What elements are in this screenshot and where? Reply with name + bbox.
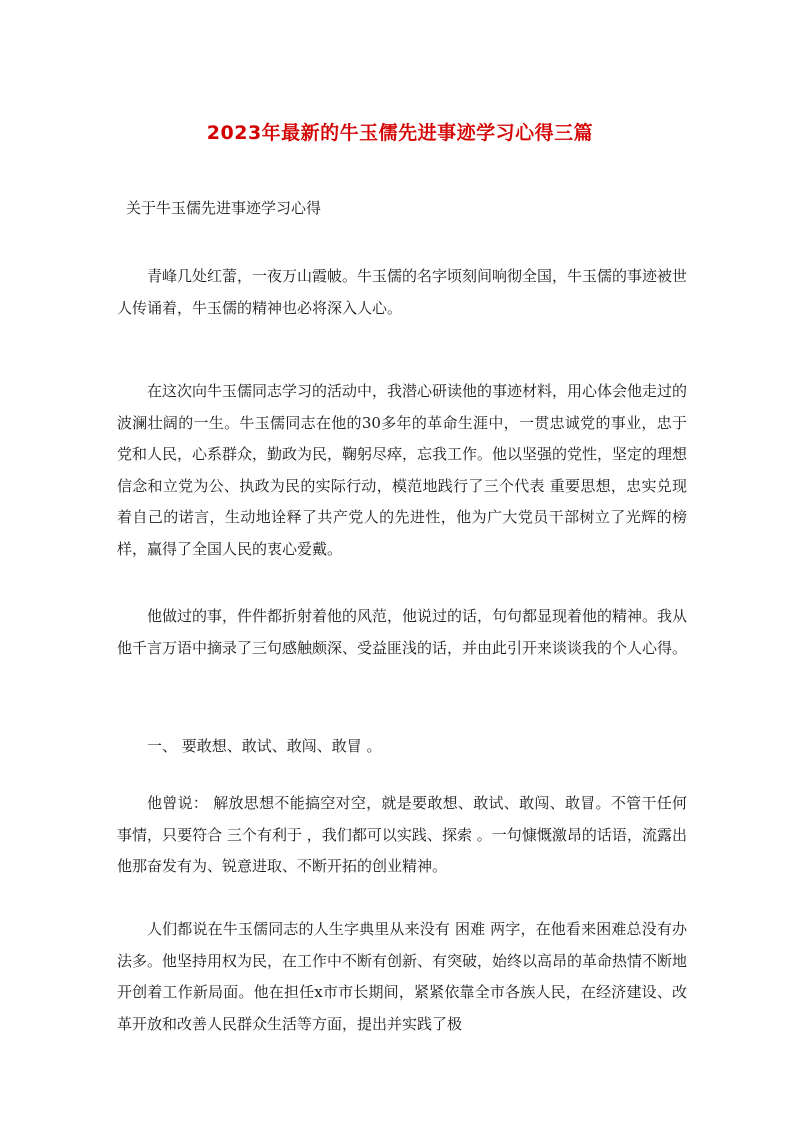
document-title: 2023年最新的牛玉儒先进事迹学习心得三篇	[206, 122, 594, 144]
paragraph-4: 他曾说： 解放思想不能搞空对空，就是要敢想、敢试、敢闯、敢冒。不管干任何事情，只要符合 三个有利于 ，我们都可以实践、探索 。一句慷慨激昂的话语，流露出他那奋发有为、锐意进取、不断开拓的创业精神。	[117, 794, 687, 875]
paragraph-2: 在这次向牛玉儒同志学习的活动中，我潜心研读他的事迹材料，用心体会他走过的波澜壮阔的一生。牛玉儒同志在他的30多年的革命生涯中，一贯忠诚党的事业，忠于党和人民，心系群众，勤政为民，鞠躬尽瘁，忘我工作。他以坚强的党性，坚定的理想信念和立党为公、执政为民的实际行动，模范地践行了三个代表 重要思想，忠实兑现着自己的诺言，生动地诠释了共产党人的先进性，他为广大党员干部树立了光辉的榜样，赢得了全国人民的衷心爱戴。	[117, 382, 688, 558]
paragraph-5: 人们都说在牛玉儒同志的人生字典里从来没有 困难 两字，在他看来困难总没有办法多。他坚持用权为民，在工作中不断有创新、有突破，始终以高昂的革命热情不断地开创着工作新局面。他在担任x市市长期间，紧紧依靠全市各族人民，在经济建设、改革开放和改善人民群众生活等方面，提出并实践了极	[117, 920, 688, 1033]
paragraph-3: 他做过的事，件件都折射着他的风范，他说过的话，句句都显现着他的精神。我从他千言万语中摘录了三句感触颇深、受益匪浅的话，并由此引开来谈谈我的个人心得。	[117, 607, 688, 657]
section-heading-1: 一、 要敢想、敢试、敢闯、敢冒 。	[147, 737, 382, 755]
paragraph-1: 青峰几处红蕾，一夜万山霞帔。牛玉儒的名字顷刻间响彻全国，牛玉儒的事迹被世人传诵着，牛玉儒的精神也必将深入人心。	[117, 267, 688, 317]
document-subtitle: 关于牛玉儒先进事迹学习心得	[126, 199, 322, 217]
